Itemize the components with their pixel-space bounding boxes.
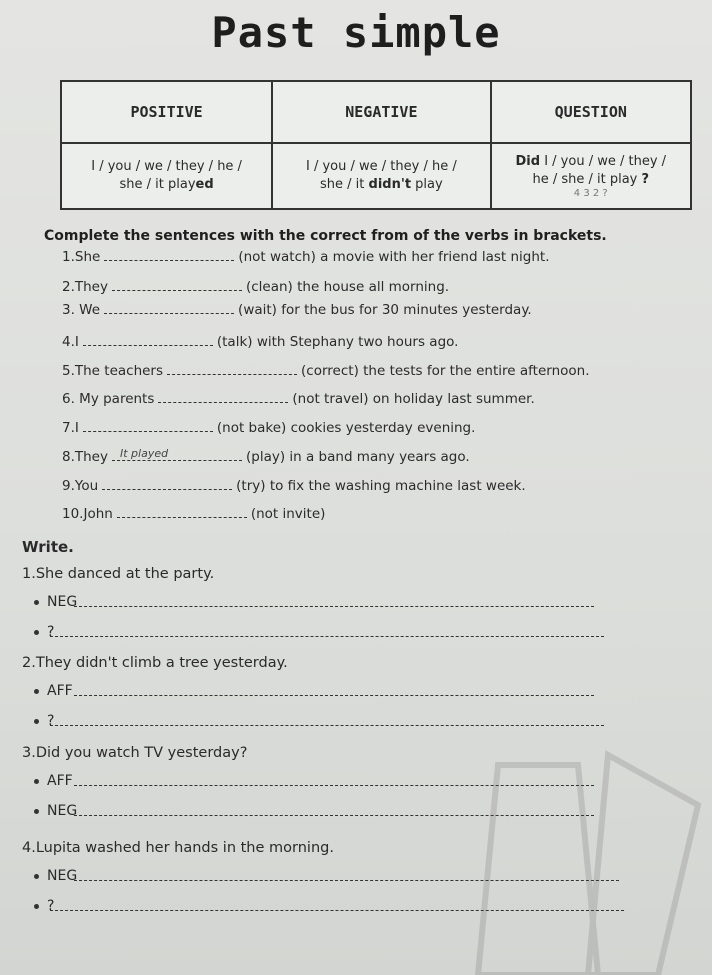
sentence-prefix: 7.I — [62, 420, 79, 436]
sentence-prefix: 6. My parents — [62, 391, 155, 407]
sentence-suffix: (wait) for the bus for 30 minutes yesterday. — [238, 302, 532, 318]
question-mark: ? — [641, 172, 650, 187]
answer-blank[interactable] — [104, 248, 234, 261]
write-section-title: Write. — [22, 538, 74, 556]
sentence-item — [62, 477, 526, 494]
answer-blank[interactable] — [102, 477, 232, 490]
write-sentence: 3.Did you watch TV yesterday? — [22, 745, 248, 761]
answer-blank[interactable] — [117, 505, 247, 518]
cell-positive — [61, 143, 272, 209]
answer-line[interactable] — [50, 636, 604, 637]
question-handwritten-marks: 4 3 2 ? — [573, 188, 608, 199]
bullet-icon — [34, 689, 39, 694]
write-prompt-line — [34, 713, 54, 729]
bullet-icon — [34, 630, 39, 635]
write-prompt-label: AFF — [47, 773, 73, 789]
bullet-icon — [34, 600, 39, 605]
negative-subjects: I / you / we / they / he / — [306, 159, 457, 174]
sentence-prefix: 8.They — [62, 449, 108, 465]
sentence-prefix: 4.I — [62, 334, 79, 350]
sentence-suffix: (not bake) cookies yesterday evening. — [216, 420, 476, 436]
sentence-prefix: 5.The teachers — [62, 363, 164, 379]
write-prompt-label: ? — [47, 624, 55, 640]
sentence-prefix: 2.They — [62, 279, 108, 295]
answer-blank[interactable] — [112, 278, 242, 291]
answer-line[interactable] — [74, 606, 594, 607]
cell-question — [491, 143, 691, 209]
sentence-suffix: (talk) with Stephany two hours ago. — [216, 334, 459, 350]
positive-ending: ed — [195, 177, 214, 192]
answer-blank[interactable] — [112, 448, 242, 461]
sentence-item — [62, 448, 470, 465]
pencil-watermark-icon — [458, 745, 712, 975]
answer-blank[interactable] — [83, 419, 213, 432]
header-question: QUESTION — [491, 81, 691, 143]
sentence-suffix: (clean) the house all morning. — [245, 279, 450, 295]
cell-negative — [272, 143, 490, 209]
write-prompt-line — [34, 773, 73, 789]
answer-blank[interactable] — [158, 390, 288, 403]
sentence-item — [62, 419, 475, 436]
sentence-suffix: (correct) the tests for the entire afternoon. — [301, 363, 590, 379]
write-prompt-line — [34, 868, 77, 884]
question-rest: he / she / it play — [532, 172, 638, 187]
sentence-item — [62, 278, 449, 295]
write-prompt-label: NEG — [47, 803, 78, 819]
sentence-prefix: 10.John — [62, 506, 113, 522]
sentence-suffix: (not travel) on holiday last summer. — [292, 391, 535, 407]
handwritten-answer: It played — [119, 447, 169, 460]
header-positive: POSITIVE — [61, 81, 272, 143]
positive-rest: she / it play — [119, 177, 196, 192]
write-sentence: 2.They didn't climb a tree yesterday. — [22, 655, 288, 671]
answer-line[interactable] — [74, 695, 594, 696]
grammar-table — [60, 80, 692, 210]
answer-blank[interactable] — [104, 301, 234, 314]
sentence-item — [62, 505, 325, 522]
sentence-item — [62, 248, 550, 265]
question-did: Did — [515, 154, 541, 169]
negative-rest-b: play — [411, 177, 443, 192]
write-prompt-label: ? — [47, 713, 55, 729]
sentence-prefix: 3. We — [62, 302, 101, 318]
write-prompt-label: NEG — [47, 868, 78, 884]
write-prompt-label: AFF — [47, 683, 73, 699]
sentence-suffix: (play) in a band many years ago. — [245, 449, 470, 465]
question-subjects: I / you / we / they / — [540, 154, 667, 169]
sentence-prefix: 1.She — [62, 249, 101, 265]
write-prompt-label: NEG — [47, 594, 78, 610]
negative-didnt: didn't — [368, 177, 412, 192]
write-prompt-line — [34, 594, 77, 610]
positive-subjects: I / you / we / they / he / — [91, 159, 242, 174]
write-prompt-line — [34, 624, 54, 640]
write-sentence: 1.She danced at the party. — [22, 566, 215, 582]
sentence-item — [62, 362, 590, 379]
sentence-item — [62, 333, 458, 350]
sentence-suffix: (not invite) — [250, 506, 326, 522]
write-prompt-line — [34, 803, 77, 819]
bullet-icon — [34, 904, 39, 909]
bullet-icon — [34, 719, 39, 724]
bullet-icon — [34, 874, 39, 879]
bullet-icon — [34, 809, 39, 814]
sentence-suffix: (not watch) a movie with her friend last night. — [238, 249, 550, 265]
write-prompt-label: ? — [47, 898, 55, 914]
sentence-prefix: 9.You — [62, 478, 99, 494]
bullet-icon — [34, 779, 39, 784]
header-negative: NEGATIVE — [272, 81, 490, 143]
write-sentence: 4.Lupita washed her hands in the morning. — [22, 840, 334, 856]
sentence-suffix: (try) to fix the washing machine last week. — [236, 478, 526, 494]
write-prompt-line — [34, 683, 73, 699]
answer-blank[interactable] — [83, 333, 213, 346]
page-title: Past simple — [211, 8, 501, 57]
sentence-item — [62, 301, 532, 318]
negative-rest-a: she / it — [320, 177, 369, 192]
sentence-item — [62, 390, 535, 407]
write-prompt-line — [34, 898, 54, 914]
answer-blank[interactable] — [167, 362, 297, 375]
exercise-instruction: Complete the sentences with the correct from of the verbs in brackets. — [44, 228, 607, 244]
answer-line[interactable] — [50, 725, 604, 726]
